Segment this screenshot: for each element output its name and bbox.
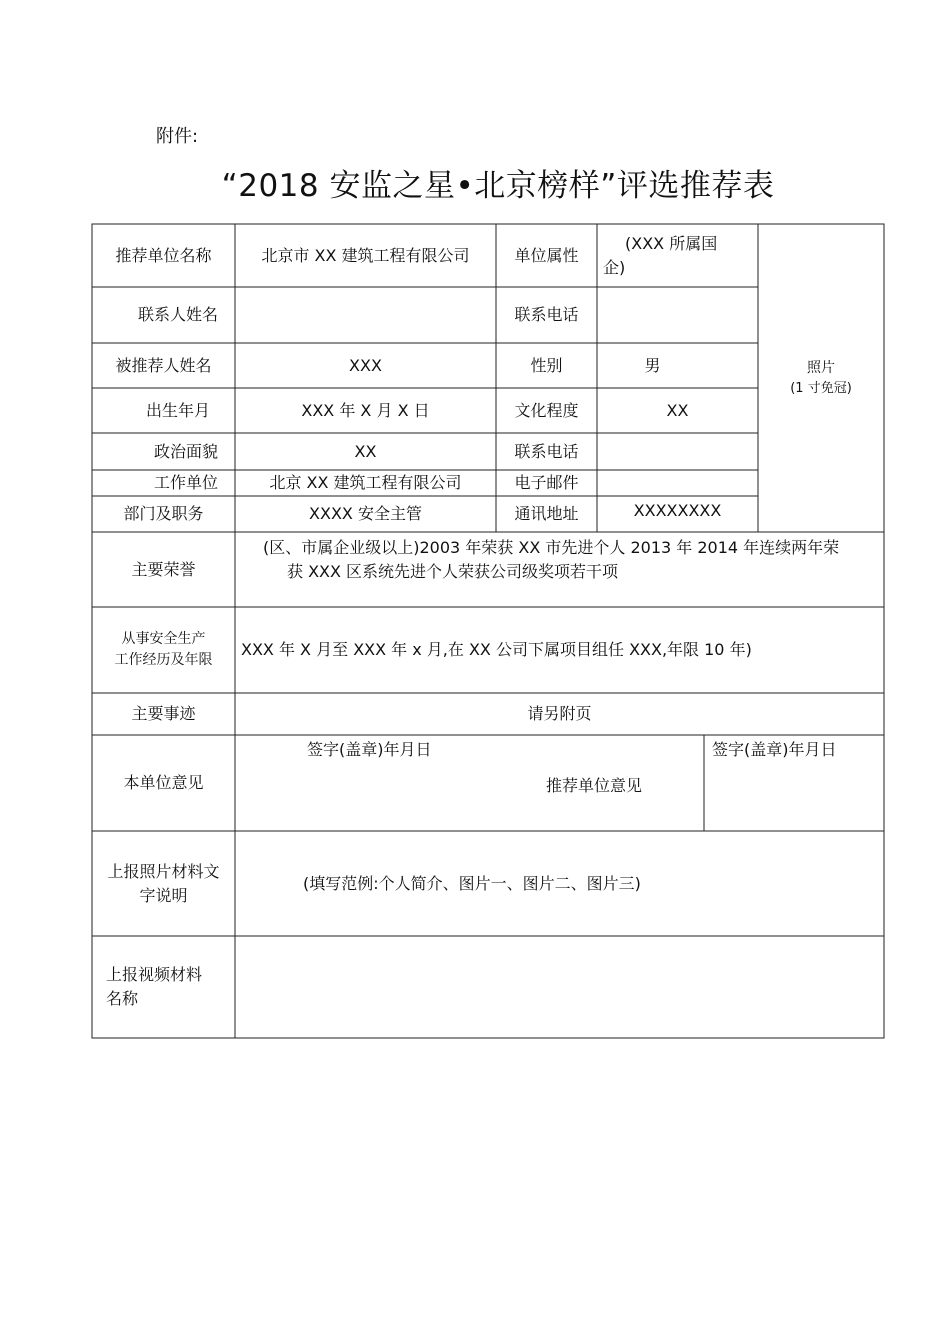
honors-line-2: 获 XXX 区系统先进个人荣获公司级奖项若干项 <box>287 562 619 581</box>
deeds-label: 主要事迹 <box>131 704 196 723</box>
email-label: 电子邮件 <box>514 473 579 492</box>
workplace-field[interactable]: 北京 XX 建筑工程有限公司 <box>269 473 462 492</box>
photo-material-label-line-1: 上报照片材料文 <box>107 861 220 881</box>
video-material-label-line-1: 上报视频材料 <box>106 965 203 984</box>
unit-attr-value[interactable] <box>597 224 758 287</box>
photo-material-label <box>92 831 235 936</box>
photo-material-field[interactable]: (填写范例:个人简介、图片一、图片二、图片三) <box>303 873 641 893</box>
department-label: 部门及职务 <box>123 504 204 523</box>
department-field[interactable]: XXXX 安全主管 <box>309 504 422 523</box>
unit-attr-value-line2: 企) <box>603 257 626 277</box>
honors-label: 主要荣誉 <box>131 559 196 579</box>
birth-field[interactable]: XXX 年 X 月 X 日 <box>301 400 430 420</box>
recommend-opinion-label: 推荐单位意见 <box>546 776 643 795</box>
sign-left: 签字(盖章)年月日 <box>307 740 432 759</box>
page-title: “2018 安监之星•北京榜样”评选推荐表 <box>221 168 775 204</box>
address-field[interactable]: XXXXXXXX <box>633 501 722 520</box>
nominee-name-field[interactable]: XXX <box>349 355 382 375</box>
education-label: 文化程度 <box>514 400 579 420</box>
photo-placeholder[interactable] <box>758 224 884 532</box>
experience-label-line-2: 工作经历及年限 <box>114 652 213 668</box>
unit-name-label: 推荐单位名称 <box>115 245 212 265</box>
gender-label: 性别 <box>530 355 563 375</box>
contact-phone-label: 联系电话 <box>514 305 579 324</box>
contact-name-label: 联系人姓名 <box>137 305 218 324</box>
political-label: 政治面貌 <box>153 441 218 461</box>
attachment-label: 附件: <box>156 126 199 147</box>
deeds-field[interactable]: 请另附页 <box>527 704 592 723</box>
birth-label: 出生年月 <box>145 400 210 420</box>
contact-name-field[interactable] <box>235 287 496 343</box>
address-label: 通讯地址 <box>514 504 579 523</box>
photo-material-label-line-2: 字说明 <box>139 885 188 905</box>
photo-size-note: (1 寸免冠) <box>790 380 852 396</box>
recommend-opinion-field[interactable] <box>704 735 884 831</box>
phone-label: 联系电话 <box>514 441 579 461</box>
unit-attr-value-line1: (XXX 所属国 <box>625 233 718 253</box>
video-material-label <box>92 936 235 1038</box>
nominee-name-label: 被推荐人姓名 <box>115 355 212 375</box>
unit-attr-label: 单位属性 <box>514 245 579 265</box>
photo-label: 照片 <box>807 359 835 376</box>
experience-field[interactable]: XXX 年 X 月至 XXX 年 x 月,在 XX 公司下属项目组任 XXX,年限 10 年) <box>241 640 752 659</box>
opinion-label: 本单位意见 <box>123 773 204 792</box>
experience-label-line-1: 从事安全生产 <box>121 631 206 647</box>
opinion-field[interactable] <box>235 735 704 831</box>
email-field[interactable] <box>597 470 758 496</box>
video-material-field[interactable] <box>235 936 884 1038</box>
honors-line-1: (区、市属企业级以上)2003 年荣获 XX 市先进个人 2013 年 2014 年连续两年荣 <box>263 538 840 557</box>
political-field[interactable]: XX <box>354 441 377 461</box>
phone-field[interactable] <box>597 433 758 470</box>
honors-field[interactable] <box>235 532 884 607</box>
education-field[interactable]: XX <box>666 400 689 420</box>
sign-right: 签字(盖章)年月日 <box>712 740 837 759</box>
workplace-label: 工作单位 <box>153 473 218 492</box>
gender-field[interactable]: 男 <box>644 355 661 375</box>
contact-phone-field[interactable] <box>597 287 758 343</box>
video-material-label-line-2: 名称 <box>106 989 139 1008</box>
experience-label <box>92 607 235 693</box>
unit-name-value[interactable]: 北京市 XX 建筑工程有限公司 <box>261 245 470 265</box>
